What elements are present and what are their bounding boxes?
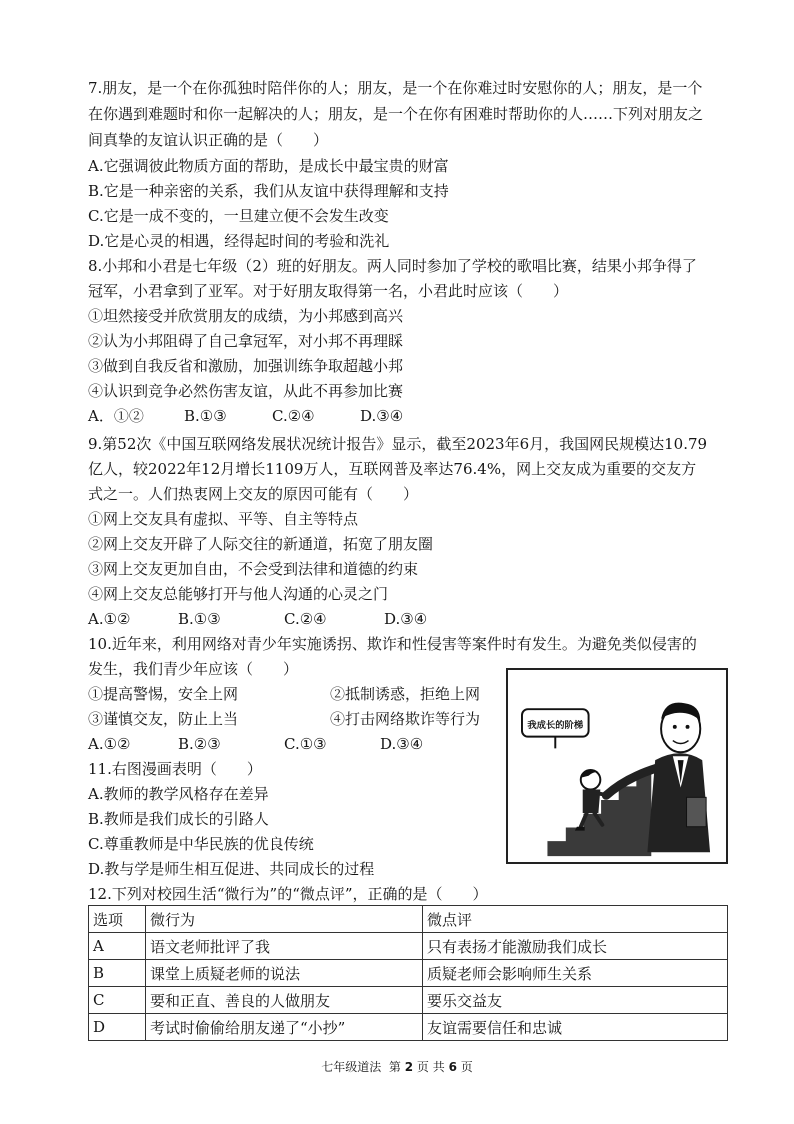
q7-option-c: C.它是一成不变的，一旦建立便不会发生改变 [88, 207, 389, 225]
table-cell: 要乐交益友 [423, 987, 728, 1014]
q8-choice-a: A．①② [88, 407, 144, 425]
footer-subject: 七年级道法 [321, 1060, 382, 1074]
table-cell: 质疑老师会影响师生关系 [423, 960, 728, 987]
table-cell: C [89, 987, 146, 1014]
cartoon-teacher-staircase [506, 668, 728, 864]
footer-total-pages: 6 [448, 1060, 457, 1074]
q10-stem-line-2: 发生，我们青少年应该（ ） [88, 660, 299, 678]
table-header-cell: 选项 [89, 906, 146, 933]
table-header-cell: 微点评 [423, 906, 728, 933]
q11-stem: 11.右图漫画表明（ ） [88, 760, 262, 778]
q9-item-1: ①网上交友具有虚拟、平等、自主等特点 [88, 510, 359, 528]
q11-option-a: A.教师的教学风格存在差异 [88, 785, 269, 803]
q10-item-3: ③谨慎交友，防止上当 [88, 710, 239, 728]
q8-choice-d: D.③④ [360, 407, 404, 425]
q9-item-4: ④网上交友总能够打开与他人沟通的心灵之门 [88, 585, 389, 603]
q9-choice-a: A.①② [88, 610, 131, 628]
q8-item-3: ③做到自我反省和激励，加强训练争取超越小邦 [88, 357, 404, 375]
q11-option-d: D.教与学是师生相互促进、共同成长的过程 [88, 860, 375, 878]
table-header-cell: 微行为 [146, 906, 423, 933]
cartoon-illustration [508, 670, 726, 862]
q9-choice-b: B.①③ [178, 610, 221, 628]
q10-choice-c: C.①③ [284, 735, 327, 753]
table-cell: 只有表扬才能激励我们成长 [423, 933, 728, 960]
q10-choice-b: B.②③ [178, 735, 221, 753]
q7-option-d: D.它是心灵的相遇，经得起时间的考验和洗礼 [88, 232, 390, 250]
q7-stem-line-3: 间真挚的友谊认识正确的是（ ） [88, 131, 329, 149]
cartoon-caption: 我成长的阶梯 [527, 719, 584, 731]
q8-stem-line-1: 8.小邦和小君是七年级（2）班的好朋友。两人同时参加了学校的歌唱比赛，结果小邦争得了 [88, 257, 697, 275]
q12-table [88, 905, 728, 1041]
q10-stem-line-1: 10.近年来，利用网络对青少年实施诱拐、欺诈和性侵害等案件时有发生。为避免类似侵害的 [88, 635, 697, 653]
q8-stem-line-2: 冠军，小君拿到了亚军。对于好朋友取得第一名，小君此时应该（ ） [88, 282, 569, 300]
q8-choice-c: C.②④ [272, 407, 315, 425]
q9-stem-line-1: 9.第52次《中国互联网络发展状况统计报告》显示，截至2023年6月，我国网民规模达10.79 [88, 435, 708, 453]
footer-ye: 页 [416, 1060, 429, 1074]
q8-item-1: ①坦然接受并欣赏朋友的成绩，为小邦感到高兴 [88, 307, 404, 325]
q7-stem-line-2: 在你遇到难题时和你一起解决的人；朋友，是一个在你有困难时帮助你的人……下列对朋友之 [88, 105, 704, 123]
table-cell: 语文老师批评了我 [146, 933, 423, 960]
q8-item-4: ④认识到竞争必然伤害友谊，从此不再参加比赛 [88, 382, 404, 400]
q8-choice-b: B.①③ [184, 407, 227, 425]
q9-choice-d: D.③④ [384, 610, 428, 628]
q7-option-b: B.它是一种亲密的关系，我们从友谊中获得理解和支持 [88, 182, 449, 200]
page-footer [0, 1058, 794, 1075]
q9-stem-line-3: 式之一。人们热衷网上交友的原因可能有（ ） [88, 485, 419, 503]
cartoon-sign [522, 709, 589, 748]
q7-stem-line-1: 7.朋友，是一个在你孤独时陪伴你的人；朋友，是一个在你难过时安慰你的人；朋友，是一个 [88, 79, 703, 97]
q8-item-2: ②认为小邦阻碍了自己拿冠军，对小邦不再理睬 [88, 332, 404, 350]
q10-item-1: ①提高警惕，安全上网 [88, 685, 239, 703]
footer-gong: 共 [432, 1060, 445, 1074]
table-row [89, 1014, 728, 1041]
table-cell: D [89, 1014, 146, 1041]
q9-choice-c: C.②④ [284, 610, 327, 628]
q12-stem: 12.下列对校园生活“微行为”的“微点评”，正确的是（ ） [88, 885, 488, 903]
table-row [89, 960, 728, 987]
q9-item-2: ②网上交友开辟了人际交往的新通道，拓宽了朋友圈 [88, 535, 434, 553]
q7-option-a: A.它强调彼此物质方面的帮助，是成长中最宝贵的财富 [88, 157, 449, 175]
table-cell: 要和正直、善良的人做朋友 [146, 987, 423, 1014]
q10-choice-d: D.③④ [380, 735, 424, 753]
table-cell: 友谊需要信任和忠诚 [423, 1014, 728, 1041]
table-cell: 课堂上质疑老师的说法 [146, 960, 423, 987]
table-cell: 考试时偷偷给朋友递了“小抄” [146, 1014, 423, 1041]
footer-di: 第 [388, 1060, 401, 1074]
q10-choice-a: A.①② [88, 735, 131, 753]
table-cell: B [89, 960, 146, 987]
table-row [89, 933, 728, 960]
table-row [89, 987, 728, 1014]
footer-page-number: 2 [404, 1060, 414, 1074]
q11-option-b: B.教师是我们成长的引路人 [88, 810, 269, 828]
table-cell: A [89, 933, 146, 960]
table-header-row [89, 906, 728, 933]
footer-ye2: 页 [460, 1060, 473, 1074]
q9-item-3: ③网上交友更加自由，不会受到法律和道德的约束 [88, 560, 419, 578]
q10-item-4: ④打击网络欺诈等行为 [330, 710, 481, 728]
q9-stem-line-2: 亿人，较2022年12月增长1109万人，互联网普及率达76.4%，网上交友成为重要的交友方 [88, 460, 697, 478]
q11-option-c: C.尊重教师是中华民族的优良传统 [88, 835, 314, 853]
q10-item-2: ②抵制诱惑，拒绝上网 [330, 685, 481, 703]
